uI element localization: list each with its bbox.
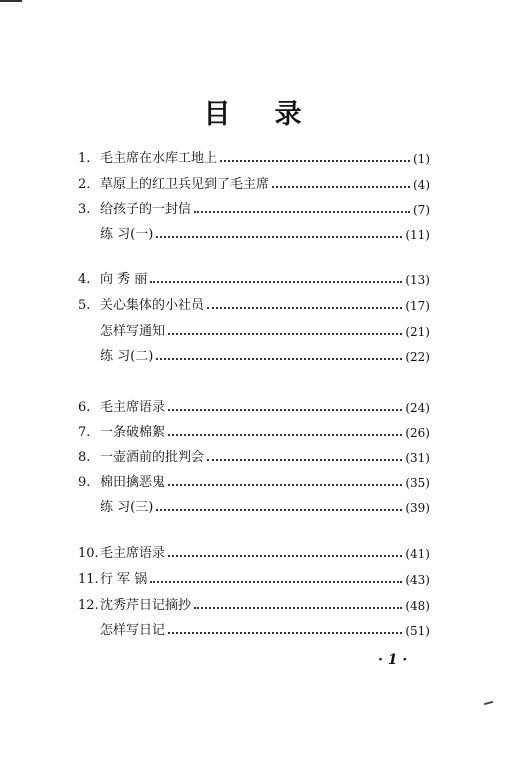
page-title: [0, 92, 505, 131]
entry-page: (24): [405, 401, 430, 415]
entry-page: (11): [405, 228, 430, 242]
entry-title: 练 习(一): [100, 227, 154, 242]
entry-title: 关心集体的小社员: [100, 298, 205, 313]
entry-number: 9.: [78, 475, 91, 490]
entry-title: 毛主席语录: [100, 400, 166, 415]
entry-page: (39): [405, 501, 430, 515]
leader-dots: [194, 607, 402, 609]
leader-dots: [156, 509, 402, 511]
toc-entry[interactable]: [78, 569, 430, 589]
title-char-1: 目: [203, 99, 231, 130]
entry-page: (13): [405, 273, 430, 287]
leader-dots: [207, 307, 402, 309]
toc-entry[interactable]: [100, 321, 430, 341]
entry-number: 7.: [78, 425, 91, 440]
entry-number: 4.: [78, 272, 91, 287]
scan-mark: [0, 0, 22, 2]
toc-entry[interactable]: [78, 472, 430, 492]
toc-entry[interactable]: [78, 199, 430, 219]
toc-entry[interactable]: [100, 497, 430, 517]
toc-entry[interactable]: [78, 269, 430, 289]
entry-page: (4): [413, 178, 430, 192]
leader-dots: [150, 281, 402, 283]
entry-number: 3.: [78, 202, 91, 217]
toc-entry[interactable]: [78, 543, 430, 563]
entry-title: 一条破棉絮: [100, 425, 166, 440]
entry-title: 一壶酒前的批判会: [100, 450, 205, 465]
toc-entry[interactable]: [78, 422, 430, 442]
entry-page: (31): [405, 451, 430, 465]
toc-entry[interactable]: [78, 447, 430, 467]
toc-entry[interactable]: [78, 397, 430, 417]
leader-dots: [168, 434, 402, 436]
toc-entry[interactable]: [78, 595, 430, 615]
entry-title: 草原上的红卫兵见到了毛主席: [100, 177, 270, 192]
toc-entry[interactable]: [100, 620, 430, 640]
leader-dots: [156, 236, 402, 238]
entry-page: (1): [413, 152, 430, 166]
entry-number: 12.: [78, 598, 99, 613]
entry-page: (21): [405, 325, 430, 339]
entry-number: 1.: [78, 151, 91, 166]
entry-title: 沈秀芹日记摘抄: [100, 598, 192, 613]
entry-page: (7): [413, 203, 430, 217]
entry-title: 练 习(二): [100, 349, 154, 364]
scan-mark: [484, 701, 493, 705]
entry-page: (41): [405, 547, 430, 561]
leader-dots: [168, 484, 402, 486]
entry-page: (26): [405, 426, 430, 440]
entry-title: 怎样写日记: [100, 623, 166, 638]
entry-title: 向 秀 丽: [100, 272, 148, 287]
entry-page: (22): [405, 350, 430, 364]
entry-number: 11.: [78, 572, 99, 587]
entry-number: 5.: [78, 298, 91, 313]
leader-dots: [220, 160, 410, 162]
page-number: · 1 ·: [378, 652, 408, 668]
entry-page: (48): [405, 599, 430, 613]
toc-entry[interactable]: [100, 346, 430, 366]
leader-dots: [168, 555, 402, 557]
entry-page: (51): [405, 624, 430, 638]
entry-number: 6.: [78, 400, 91, 415]
leader-dots: [168, 333, 402, 335]
entry-number: 10.: [78, 546, 99, 561]
entry-title: 怎样写通知: [100, 324, 166, 339]
leader-dots: [156, 358, 402, 360]
entry-page: (43): [405, 573, 430, 587]
entry-number: 8.: [78, 450, 91, 465]
entry-title: 行 军 锅: [100, 572, 148, 587]
title-char-2: 录: [274, 99, 302, 130]
entry-title: 练 习(三): [100, 500, 154, 515]
toc-entry[interactable]: [100, 224, 430, 244]
leader-dots: [194, 211, 410, 213]
leader-dots: [168, 409, 402, 411]
entry-title: 毛主席语录: [100, 546, 166, 561]
entry-page: (35): [405, 476, 430, 490]
leader-dots: [150, 581, 402, 583]
toc-entry[interactable]: [78, 148, 430, 168]
leader-dots: [207, 459, 402, 461]
entry-title: 给孩子的一封信: [100, 202, 192, 217]
leader-dots: [272, 186, 410, 188]
toc-entry[interactable]: [78, 295, 430, 315]
entry-title: 棉田擒恶鬼: [100, 475, 166, 490]
toc-entry[interactable]: [78, 174, 430, 194]
entry-page: (17): [405, 299, 430, 313]
leader-dots: [168, 632, 402, 634]
entry-number: 2.: [78, 177, 91, 192]
entry-title: 毛主席在水库工地上: [100, 151, 218, 166]
